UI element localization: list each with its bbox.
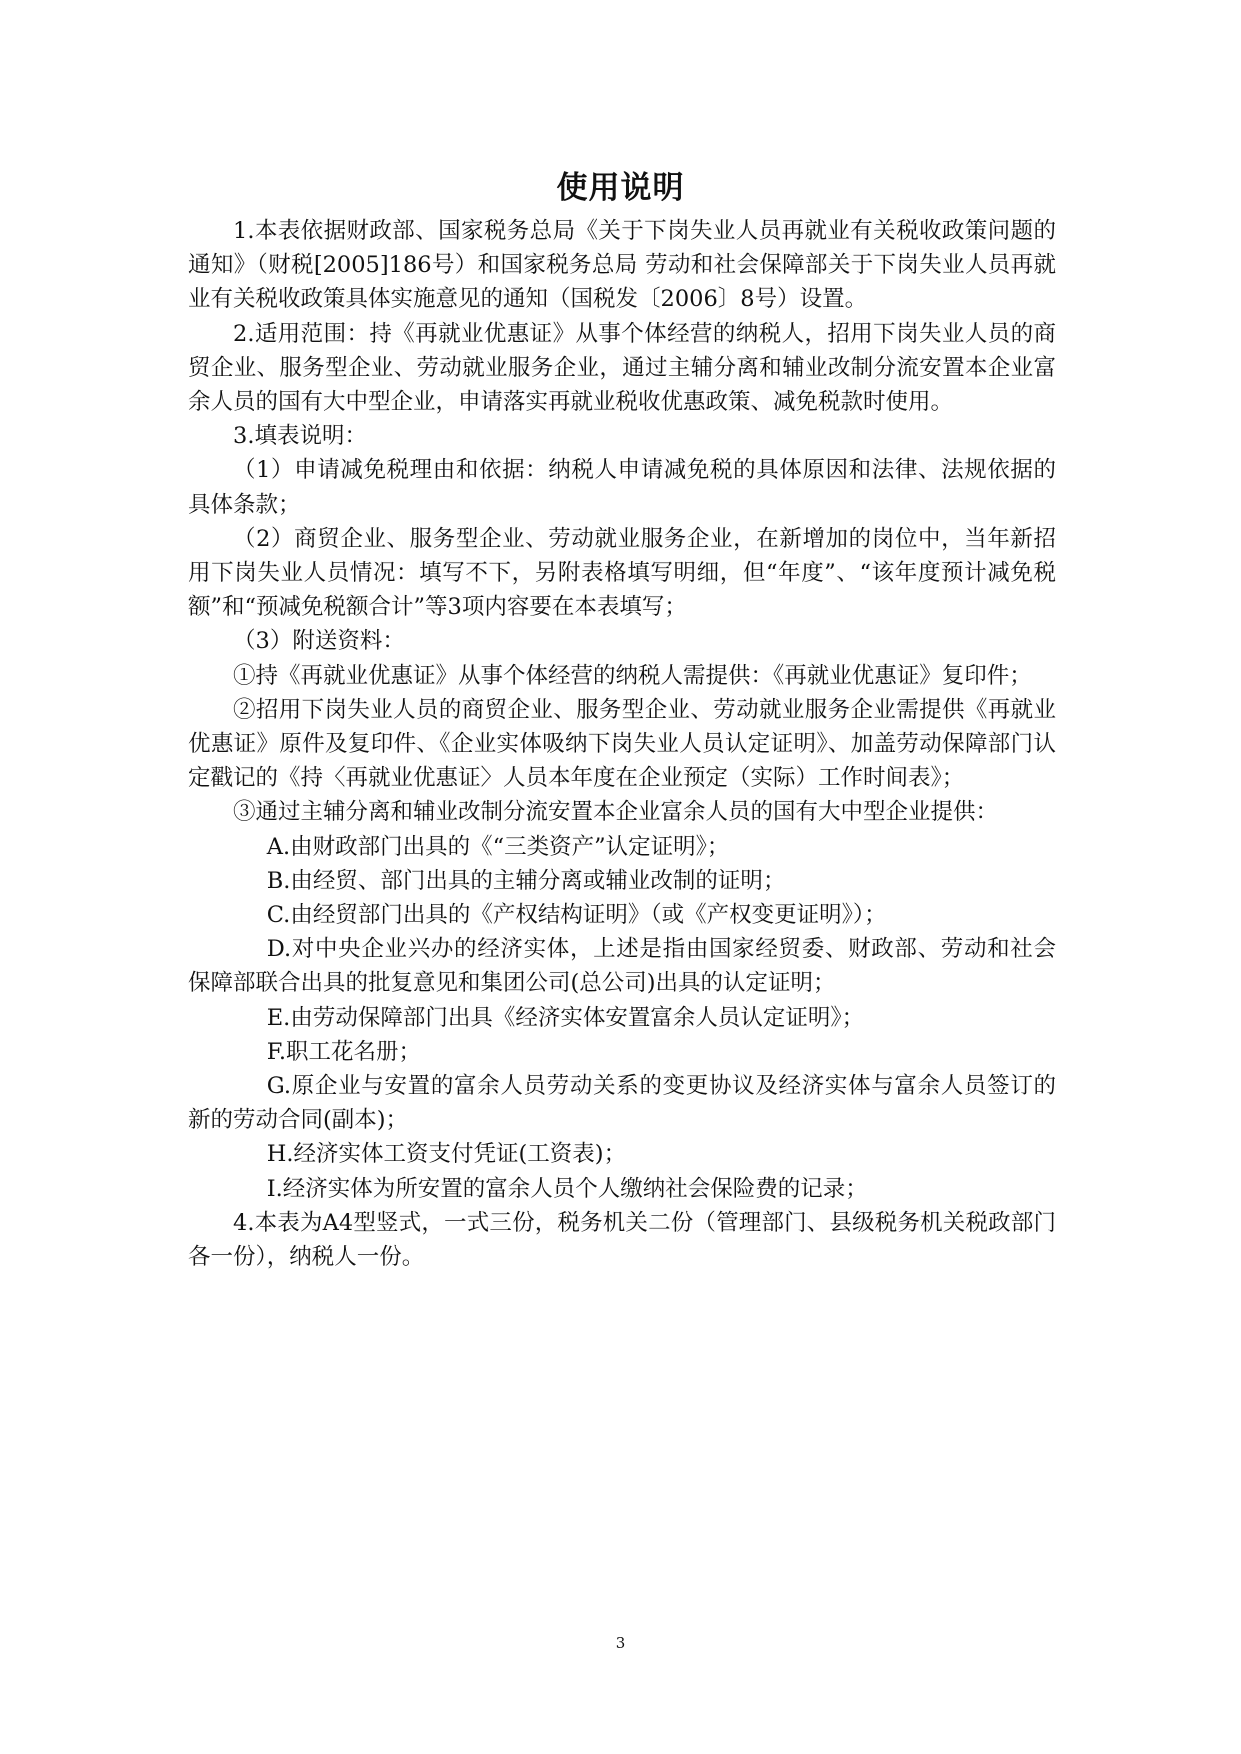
paragraph-circle-1: ①持《再就业优惠证》从事个体经营的纳税人需提供：《再就业优惠证》复印件； [233,662,1032,689]
page-number: 3 [615,1634,626,1652]
paragraph-sub-b: B.由经贸、部门出具的主辅分离或辅业改制的证明； [266,867,786,894]
paragraph-sub-d: D.对中央企业兴办的经济实体，上述是指由国家经贸委、财政部、劳动和社会保障部联合出具的批复意见和集团公司(总公司)出具的认定证明； [188,936,1056,997]
paragraph-sub-f: F.职工花名册； [266,1038,422,1065]
paragraph-scope: 2.适用范围：持《再就业优惠证》从事个体经营的纳税人，招用下岗失业人员的商贸企业、服务型企业、劳动就业服务企业，通过主辅分离和辅业改制分流安置本企业富余人员的国有大中型企业，申请落实再就业税收优惠政策、减免税款时使用。 [188,320,1056,416]
paragraph-item-1: （1）申请减免税理由和依据：纳税人申请减免税的具体原因和法律、法规依据的具体条款； [188,457,1056,518]
paragraph-sub-e: E.由劳动保障部门出具《经济实体安置富余人员认定证明》； [266,1004,865,1031]
instructions-body [188,214,1056,1274]
paragraph-circle-3: ③通过主辅分离和辅业改制分流安置本企业富余人员的国有大中型企业提供： [233,799,999,826]
paragraph-sub-g: G.原企业与安置的富余人员劳动关系的变更协议及经济实体与富余人员签订的新的劳动合同(副本)； [188,1073,1056,1134]
paragraph-item-3: （3）附送资料： [233,628,405,655]
paragraph-sub-i: I.经济实体为所安置的富余人员个人缴纳社会保险费的记录； [266,1175,868,1202]
paragraph-sub-c: C.由经贸部门出具的《产权结构证明》（或《产权变更证明》）； [266,902,887,929]
paragraph-basis: 1.本表依据财政部、国家税务总局《关于下岗失业人员再就业有关税收政策问题的通知》（财税[2005]186号）和国家税务总局 劳动和社会保障部关于下岗失业人员再就业有关税收政策具体实施意见的通知（国税发〔2006〕8号）设置。 [188,218,1056,313]
paragraph-sub-a: A.由财政部门出具的《“三类资产”认定证明》； [266,833,730,860]
paragraph-format: 4.本表为A4型竖式，一式三份，税务机关二份（管理部门、县级税务机关税政部门各一份），纳税人一份。 [188,1209,1056,1271]
paragraph-sub-h: H.经济实体工资支付凭证(工资表)； [266,1141,627,1168]
paragraph-filling-heading: 3.填表说明： [233,423,367,450]
paragraph-circle-2: ②招用下岗失业人员的商贸企业、服务型企业、劳动就业服务企业需提供《再就业优惠证》原件及复印件、《企业实体吸纳下岗失业人员认定证明》、加盖劳动保障部门认定戳记的《持〈再就业优惠证〉人员本年度在企业预定（实际）工作时间表》； [188,696,1056,792]
paragraph-item-2: （2）商贸企业、服务型企业、劳动就业服务企业，在新增加的岗位中，当年新招用下岗失业人员情况：填写不下，另附表格填写明细，但“年度”、“该年度预计减免税额”和“预减免税额合计”等3项内容要在本表填写； [188,525,1056,621]
page-title: 使用说明 [556,170,685,206]
